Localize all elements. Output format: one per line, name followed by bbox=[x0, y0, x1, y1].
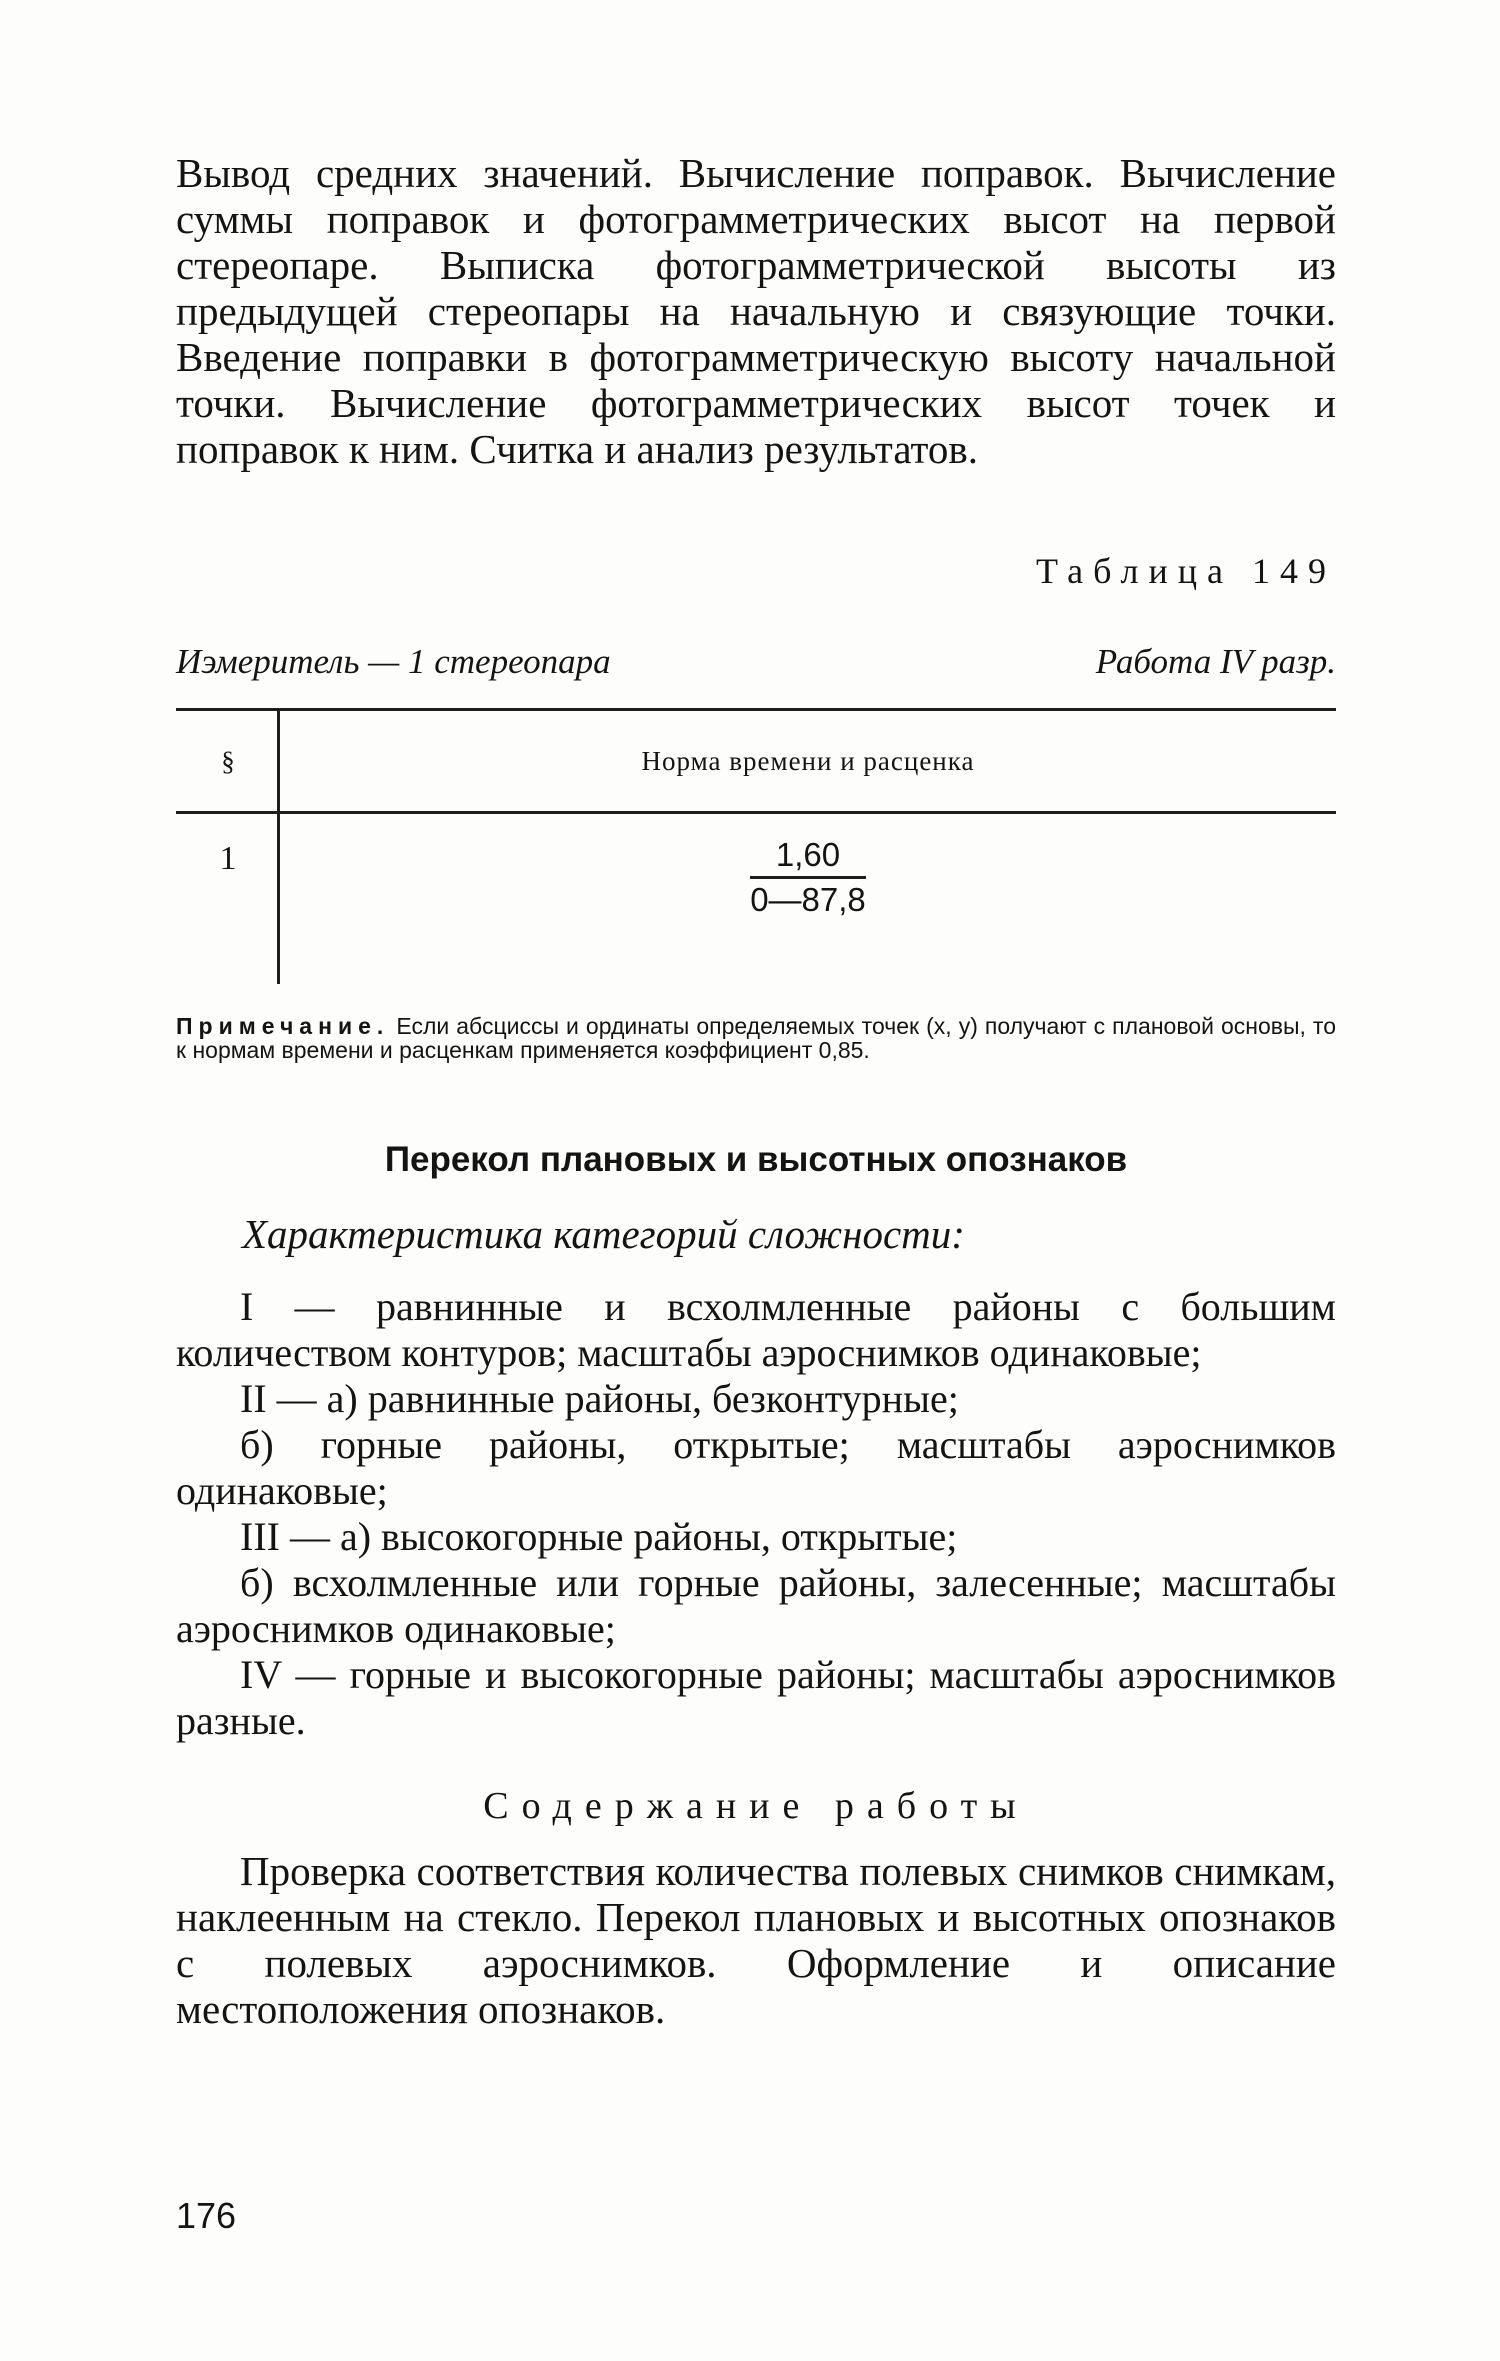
table-note bbox=[176, 1014, 1336, 1062]
norm-table bbox=[176, 708, 1336, 984]
meter-label: Иэмеритель — 1 стереопара bbox=[176, 642, 611, 681]
category-item: б) горные районы, открытые; масштабы аэроснимков одинаковые; bbox=[176, 1422, 1336, 1513]
table-header bbox=[176, 711, 1336, 814]
header-section-sign: § bbox=[221, 745, 235, 776]
note-label: Примечание. bbox=[176, 1013, 390, 1039]
category-item: IV — горные и высокогорные районы; масштабы аэроснимков разные. bbox=[176, 1652, 1336, 1743]
norm-time: 1,60 bbox=[750, 836, 866, 879]
table-divider bbox=[277, 711, 280, 984]
category-item: I — равнинные и всхолмленные районы с большим количеством контуров; масштабы аэроснимков одинаковые; bbox=[176, 1284, 1336, 1375]
section-title: Перекол плановых и высотных опознаков bbox=[384, 1140, 1128, 1179]
header-norm: Норма времени и расценка bbox=[641, 745, 975, 776]
category-item: II — а) равнинные районы, безконтурные; bbox=[240, 1376, 959, 1421]
norm-fraction bbox=[750, 836, 866, 984]
norm-rate: 0—87,8 bbox=[750, 881, 866, 918]
category-item: б) всхолмленные или горные районы, залесенные; масштабы аэроснимков одинаковые; bbox=[176, 1560, 1336, 1651]
note-text: Если абсциссы и ординаты определяемых точек (x, y) получают с плановой основы, то к нормам времени и расценкам применяется коэффициент 0,85. bbox=[176, 1013, 1337, 1063]
category-item: III — а) высокогорные районы, открытые; bbox=[240, 1514, 958, 1559]
work-content-title: Содержание работы bbox=[483, 1785, 1029, 1827]
categories-subtitle: Характеристика категорий сложности: bbox=[242, 1211, 965, 1257]
page-content bbox=[176, 150, 1336, 2032]
intro-paragraph: Вывод средних значений. Вычисление поправок. Вычисление суммы поправок и фотограмметрических высот на первой стереопаре. Выписка фотограмметрической высоты из предыдущей стереопары на начальную и связующие точки. Введение поправки в фотограмметрическую высоту начальной точки. Вычисление фотограмметрических высот точек и поправок к ним. Считка и анализ результатов. bbox=[176, 150, 1336, 472]
row-norm-cell bbox=[280, 814, 1336, 984]
row-number: 1 bbox=[219, 840, 237, 877]
page-number: 176 bbox=[176, 2195, 237, 2236]
table-number: Таблица 149 bbox=[1036, 551, 1336, 591]
work-content-text: Проверка соответствия количества полевых снимков снимкам, наклеенным на стекло. Перекол плановых и высотных опознаков с полевых аэроснимков. Оформление и описание местоположения опознаков. bbox=[176, 1848, 1336, 2032]
table-meta bbox=[176, 642, 1336, 682]
table-row bbox=[176, 814, 1336, 984]
work-grade-label: Работа IV разр. bbox=[1095, 642, 1336, 681]
categories-list bbox=[176, 1284, 1336, 1744]
